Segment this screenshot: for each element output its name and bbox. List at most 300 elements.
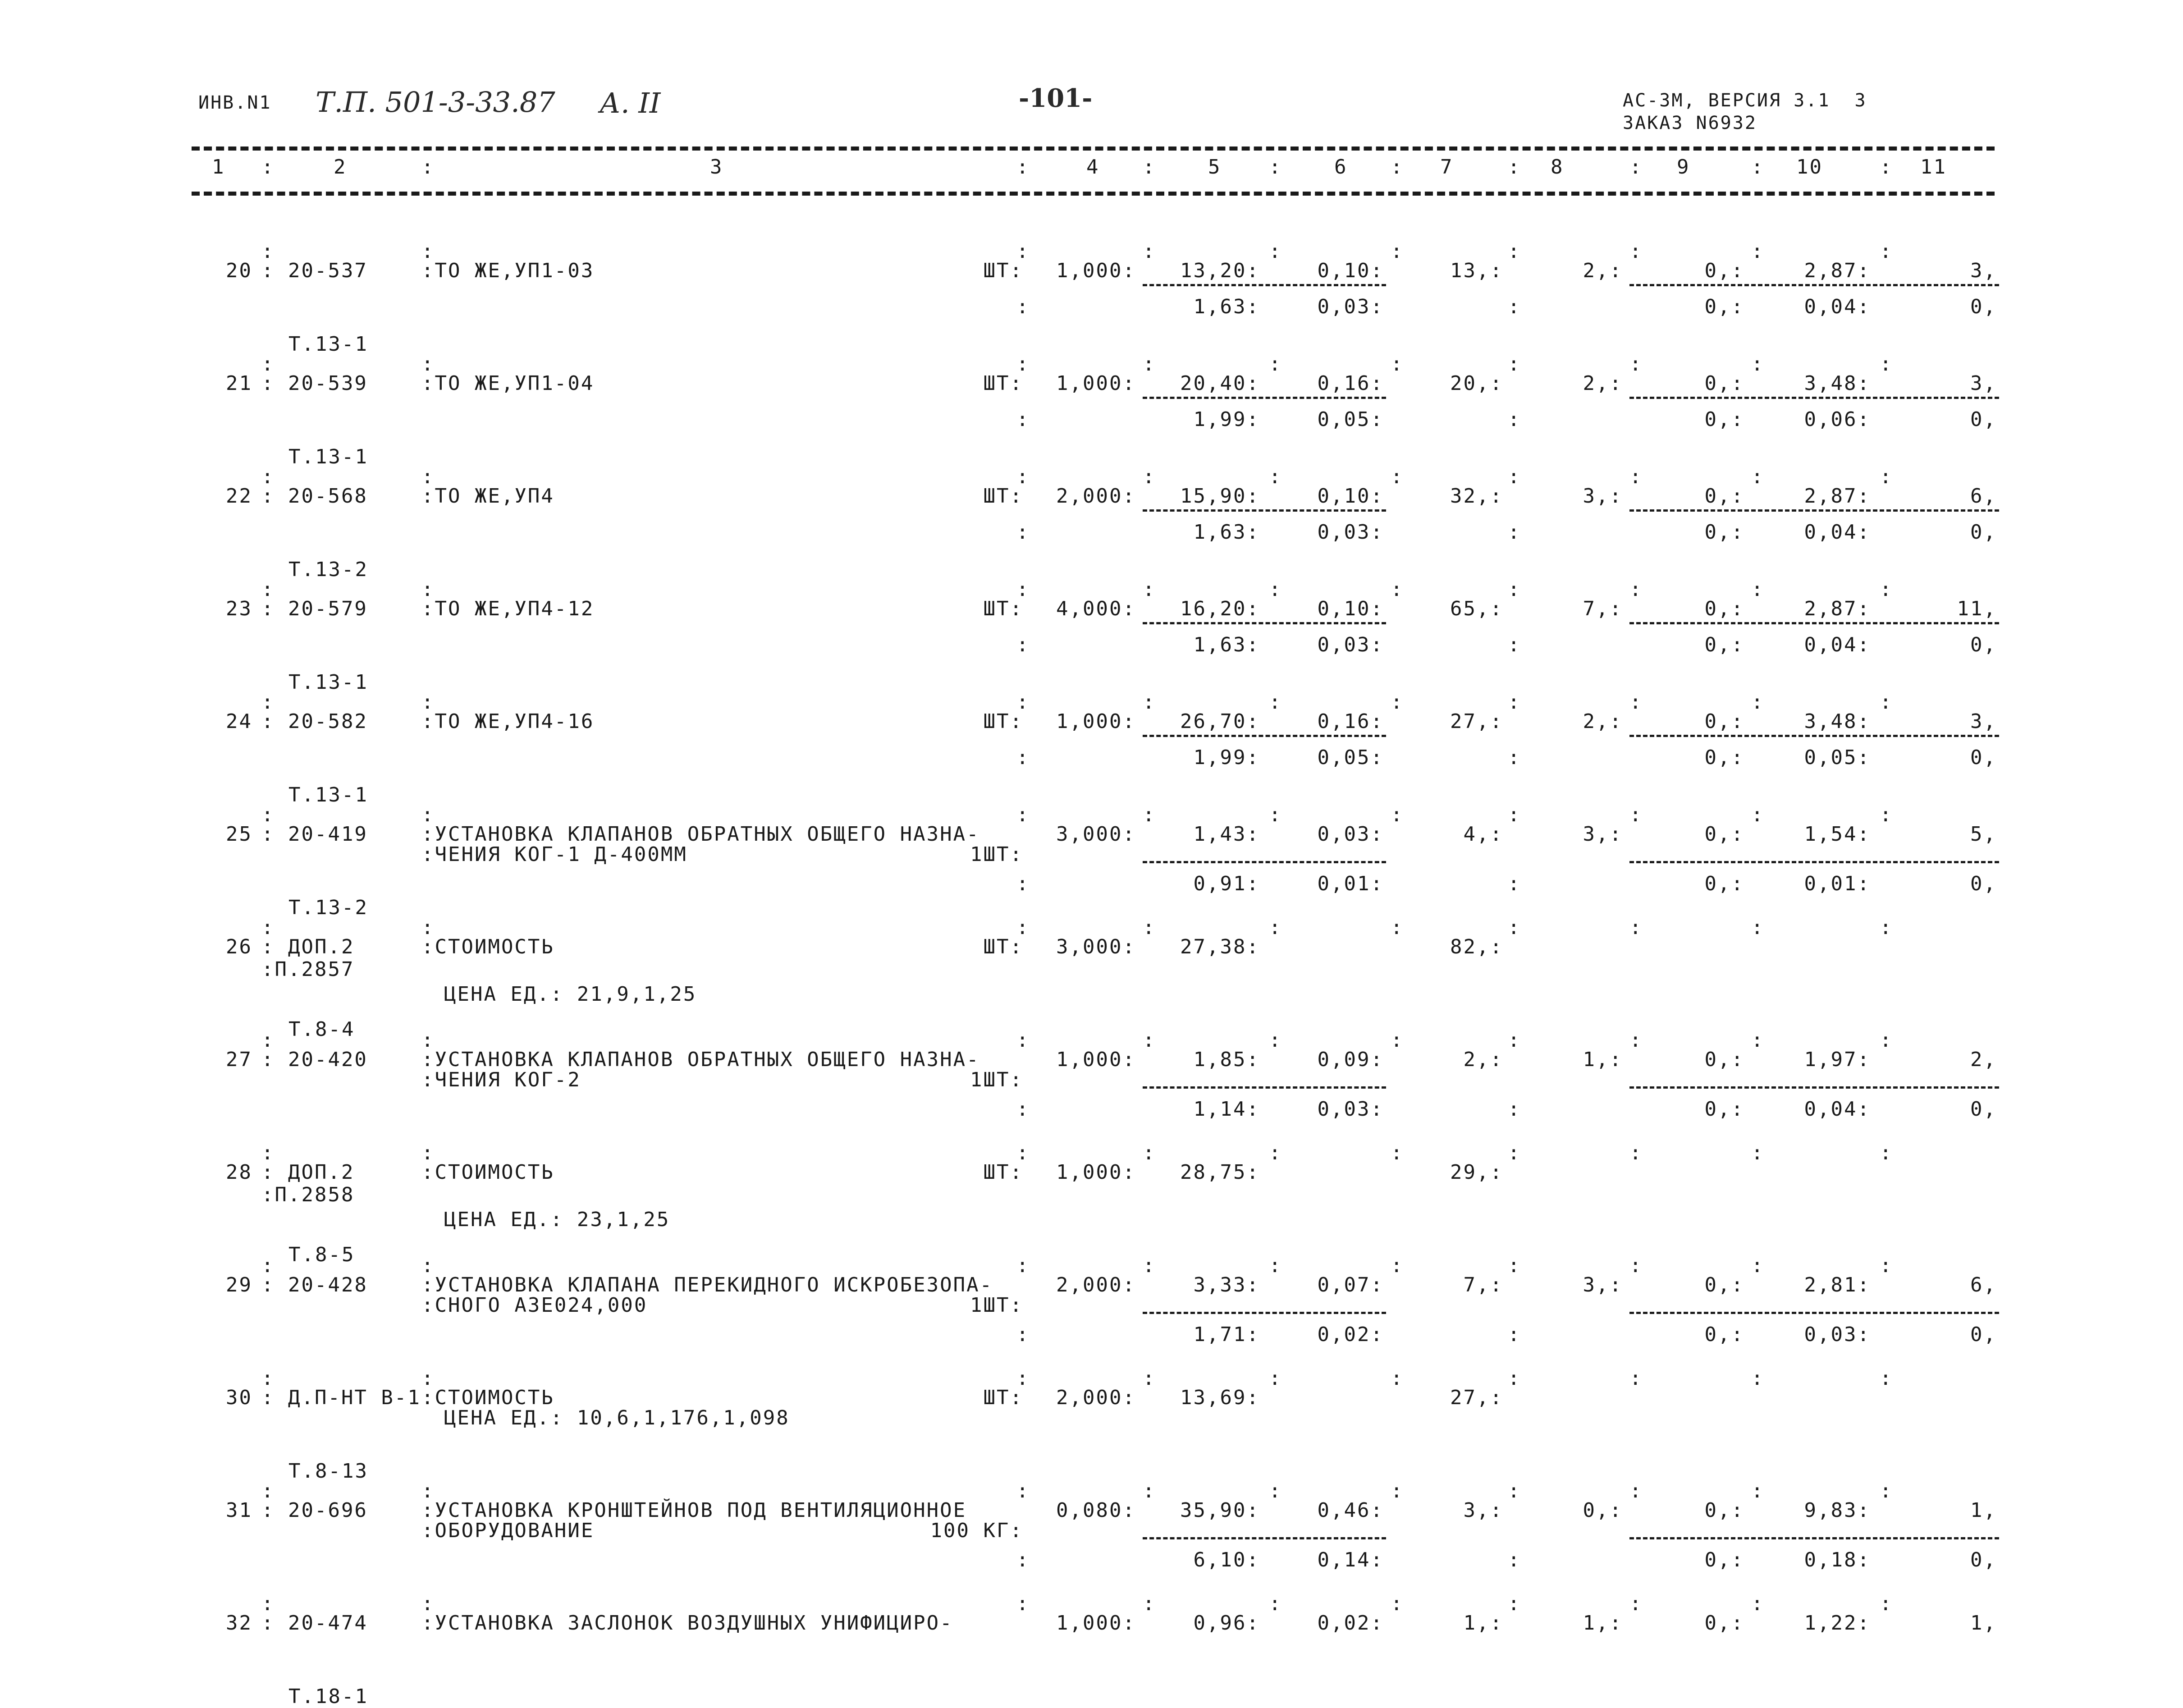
column-separator: : — [1391, 578, 1404, 601]
value-c9: 0,: — [1704, 710, 1744, 733]
column-separator: : — [1016, 240, 1030, 263]
unit: ШТ: — [983, 935, 1023, 958]
column-separator: : — [1629, 1029, 1643, 1052]
column-separator: : — [1508, 916, 1521, 939]
column-separator: : — [1880, 1141, 1893, 1164]
column-separator: : — [1016, 1098, 1030, 1121]
value-c5: 15,90: — [1180, 485, 1260, 508]
item-description: :УСТАНОВКА КРОНШТЕЙНОВ ПОД ВЕНТИЛЯЦИОННОЕ — [421, 1499, 967, 1522]
column-header: 10 — [1796, 156, 1823, 179]
sub-value-c11: 0, — [1970, 1323, 1997, 1346]
column-separator: : — [1143, 578, 1156, 601]
value-c6: 0,10: — [1317, 485, 1384, 508]
sub-rule — [1629, 622, 1999, 624]
rate-code: : 20-579 — [261, 597, 368, 620]
norm-reference: Т.13-1 — [288, 445, 368, 468]
value-c8: 1,: — [1583, 1612, 1623, 1635]
column-separator: : — [261, 1254, 275, 1277]
sub-rule — [1143, 622, 1386, 624]
column-separator: : — [1143, 465, 1156, 488]
column-separator: : — [1880, 156, 1893, 179]
column-separator: : — [421, 1367, 435, 1390]
order-number: ЗАКАЗ N6932 — [1623, 113, 1757, 133]
column-separator: : — [421, 156, 435, 179]
sub-rule — [1629, 861, 1999, 863]
sub-value-c9: 0,: — [1704, 746, 1744, 769]
column-separator: : — [421, 1592, 435, 1615]
sub-value-c10: 0,05: — [1804, 746, 1871, 769]
column-separator: : — [1269, 916, 1282, 939]
item-description: :ТО ЖЕ,УП1-04 — [421, 372, 595, 395]
value-c6: 0,09: — [1317, 1048, 1384, 1071]
column-header: 8 — [1551, 156, 1564, 179]
unit: ШТ: — [983, 597, 1023, 620]
column-separator: : — [261, 1141, 275, 1164]
item-description: :СТОИМОСТЬ — [421, 935, 554, 958]
column-separator: : — [421, 803, 435, 826]
value-c7: 3,: — [1463, 1499, 1503, 1522]
sub-value-c6: 0,02: — [1317, 1323, 1384, 1346]
column-separator: : — [1269, 691, 1282, 714]
column-separator: : — [1391, 465, 1404, 488]
column-separator: : — [1143, 916, 1156, 939]
sub-value-c6: 0,05: — [1317, 746, 1384, 769]
sub-value-c10: 0,04: — [1804, 295, 1871, 318]
column-separator: : — [1391, 1367, 1404, 1390]
sub-value-c5: 1,63: — [1193, 295, 1260, 318]
column-separator: : — [1508, 1592, 1521, 1615]
row-number: 24 — [226, 710, 252, 733]
column-separator: : — [1629, 465, 1643, 488]
item-description: :ЧЕНИЯ КОГ-2 — [421, 1068, 581, 1091]
column-separator: : — [1508, 872, 1521, 895]
sub-rule — [1143, 509, 1386, 512]
column-separator: : — [1880, 1479, 1893, 1502]
value-c7: 13,: — [1450, 259, 1503, 282]
norm-reference: Т.8-5 — [288, 1243, 355, 1266]
item-description: :ТО ЖЕ,УП1-03 — [421, 259, 595, 282]
row-number: 23 — [226, 597, 252, 620]
sub-value-c10: 0,03: — [1804, 1323, 1871, 1346]
sub-value-c6: 0,03: — [1317, 633, 1384, 656]
row-number: 27 — [226, 1048, 252, 1071]
column-separator: : — [1016, 803, 1030, 826]
value-c9: 0,: — [1704, 372, 1744, 395]
value-c7: 29,: — [1450, 1161, 1503, 1184]
sub-value-c6: 0,05: — [1317, 408, 1384, 431]
column-separator: : — [1269, 1479, 1282, 1502]
unit: ШТ: — [983, 710, 1023, 733]
column-separator: : — [1508, 1323, 1521, 1346]
column-header: 9 — [1677, 156, 1690, 179]
value-c10: 2,87: — [1804, 597, 1871, 620]
column-separator: : — [421, 578, 435, 601]
column-separator: : — [1016, 872, 1030, 895]
sub-rule — [1629, 735, 1999, 737]
column-separator: : — [1269, 465, 1282, 488]
rate-code: : 20-419 — [261, 823, 368, 846]
column-separator: : — [1269, 1592, 1282, 1615]
value-c5: 16,20: — [1180, 597, 1260, 620]
column-separator: : — [1016, 691, 1030, 714]
column-separator: : — [1751, 1479, 1765, 1502]
column-separator: : — [421, 916, 435, 939]
row-number: 25 — [226, 823, 252, 846]
rate-code: : Д.П-НТ В-1 — [261, 1386, 421, 1409]
sub-rule — [1143, 1086, 1386, 1089]
column-separator: : — [1508, 295, 1521, 318]
sub-value-c10: 0,04: — [1804, 1098, 1871, 1121]
item-description: :ЧЕНИЯ КОГ-1 Д-400ММ — [421, 843, 687, 866]
value-qty: 1,000: — [1056, 1048, 1136, 1071]
value-c9: 0,: — [1704, 259, 1744, 282]
sub-rule — [1629, 509, 1999, 512]
value-c7: 4,: — [1463, 823, 1503, 846]
column-separator: : — [1508, 408, 1521, 431]
column-separator: : — [1880, 240, 1893, 263]
column-separator: : — [261, 1479, 275, 1502]
unit: ШТ: — [983, 372, 1023, 395]
column-separator: : — [1391, 1254, 1404, 1277]
column-separator: : — [1508, 578, 1521, 601]
column-separator: : — [1880, 1029, 1893, 1052]
column-separator: : — [1269, 803, 1282, 826]
value-c5: 3,33: — [1193, 1273, 1260, 1296]
value-c5: 20,40: — [1180, 372, 1260, 395]
column-separator: : — [1880, 1254, 1893, 1277]
value-c8: 3,: — [1583, 485, 1623, 508]
item-description: :ТО ЖЕ,УП4-16 — [421, 710, 595, 733]
column-separator: : — [1143, 353, 1156, 375]
column-separator: : — [1629, 803, 1643, 826]
row-number: 20 — [226, 259, 252, 282]
rate-code: : ДОП.2 — [261, 935, 355, 958]
sub-value-c11: 0, — [1970, 1098, 1997, 1121]
sub-value-c11: 0, — [1970, 746, 1997, 769]
column-separator: : — [1508, 746, 1521, 769]
column-separator: : — [1751, 1029, 1765, 1052]
column-separator: : — [261, 691, 275, 714]
value-qty: 2,000: — [1056, 1273, 1136, 1296]
column-separator: : — [1143, 1141, 1156, 1164]
sub-value-c5: 6,10: — [1193, 1548, 1260, 1571]
album-number: А. II — [600, 87, 661, 119]
value-c7: 27,: — [1450, 1386, 1503, 1409]
value-c5: 1,43: — [1193, 823, 1260, 846]
item-description: :УСТАНОВКА ЗАСЛОНОК ВОЗДУШНЫХ УНИФИЦИРО- — [421, 1612, 953, 1635]
column-separator: : — [1629, 916, 1643, 939]
column-separator: : — [1016, 1592, 1030, 1615]
column-separator: : — [1508, 1141, 1521, 1164]
value-c10: 2,81: — [1804, 1273, 1871, 1296]
unit: ШТ: — [983, 1161, 1023, 1184]
column-separator: : — [1391, 156, 1404, 179]
value-c8: 7,: — [1583, 597, 1623, 620]
value-c8: 3,: — [1583, 1273, 1623, 1296]
value-c11: 6, — [1970, 1273, 1997, 1296]
column-separator: : — [1143, 1254, 1156, 1277]
sub-value-c11: 0, — [1970, 872, 1997, 895]
column-separator: : — [1751, 1141, 1765, 1164]
value-qty: 4,000: — [1056, 597, 1136, 620]
column-separator: : — [1016, 1141, 1030, 1164]
sub-rule — [1143, 284, 1386, 286]
sub-value-c5: 1,71: — [1193, 1323, 1260, 1346]
column-separator: : — [1269, 240, 1282, 263]
column-separator: : — [1016, 1548, 1030, 1571]
value-c6: 0,03: — [1317, 823, 1384, 846]
norm-reference: Т.8-13 — [288, 1460, 368, 1483]
sub-value-c9: 0,: — [1704, 1548, 1744, 1571]
rate-code: : 20-537 — [261, 259, 368, 282]
value-c10: 1,54: — [1804, 823, 1871, 846]
column-separator: : — [261, 465, 275, 488]
rate-code: : 20-539 — [261, 372, 368, 395]
sub-value-c9: 0,: — [1704, 295, 1744, 318]
column-separator: : — [1880, 578, 1893, 601]
column-separator: : — [1751, 353, 1765, 375]
column-separator: : — [261, 803, 275, 826]
value-c5: 1,85: — [1193, 1048, 1260, 1071]
column-separator: : — [1880, 916, 1893, 939]
value-c11: 3, — [1970, 710, 1997, 733]
column-separator: : — [1629, 691, 1643, 714]
row-number: 28 — [226, 1161, 252, 1184]
column-separator: : — [261, 1367, 275, 1390]
column-separator: : — [1508, 521, 1521, 544]
norm-reference: Т.8-4 — [288, 1018, 355, 1041]
sub-value-c9: 0,: — [1704, 1098, 1744, 1121]
column-header: 11 — [1920, 156, 1947, 179]
value-c7: 20,: — [1450, 372, 1503, 395]
column-separator: : — [421, 465, 435, 488]
sub-rule — [1629, 1312, 1999, 1314]
column-separator: : — [1629, 1141, 1643, 1164]
sub-value-c6: 0,03: — [1317, 1098, 1384, 1121]
value-qty: 3,000: — [1056, 935, 1136, 958]
sub-value-c11: 0, — [1970, 521, 1997, 544]
value-c11: 11, — [1957, 597, 1997, 620]
column-separator: : — [1751, 1592, 1765, 1615]
sub-value-c11: 0, — [1970, 1548, 1997, 1571]
value-c5: 28,75: — [1180, 1161, 1260, 1184]
value-c8: 1,: — [1583, 1048, 1623, 1071]
column-header: 6 — [1334, 156, 1348, 179]
unit: 1ШТ: — [970, 1294, 1023, 1317]
column-separator: : — [1391, 1141, 1404, 1164]
project-code: Т.П. 501-3-33.87 — [316, 86, 555, 119]
sub-value-c9: 0,: — [1704, 521, 1744, 544]
unit-price-note: ЦЕНА ЕД.: 21,9,1,25 — [444, 983, 697, 1006]
column-separator: : — [1629, 353, 1643, 375]
sub-value-c5: 0,91: — [1193, 872, 1260, 895]
sub-value-c11: 0, — [1970, 295, 1997, 318]
column-separator: : — [1508, 1479, 1521, 1502]
row-number: 22 — [226, 485, 252, 508]
sub-value-c6: 0,01: — [1317, 872, 1384, 895]
column-separator: : — [1016, 633, 1030, 656]
sub-rule — [1143, 861, 1386, 863]
sub-value-c5: 1,14: — [1193, 1098, 1260, 1121]
column-separator: : — [1751, 1254, 1765, 1277]
sub-value-c10: 0,06: — [1804, 408, 1871, 431]
norm-reference: Т.13-2 — [288, 558, 368, 581]
item-description: :СНОГО АЗЕ024,000 — [421, 1294, 648, 1317]
value-c10: 2,87: — [1804, 485, 1871, 508]
column-separator: : — [1143, 803, 1156, 826]
column-separator: : — [1016, 1479, 1030, 1502]
value-qty: 1,000: — [1056, 1161, 1136, 1184]
column-separator: : — [1629, 240, 1643, 263]
column-separator: : — [1391, 916, 1404, 939]
value-c7: 2,: — [1463, 1048, 1503, 1071]
unit: ШТ: — [983, 485, 1023, 508]
value-c7: 65,: — [1450, 597, 1503, 620]
sub-rule — [1629, 1537, 1999, 1539]
column-separator: : — [1016, 916, 1030, 939]
sub-value-c9: 0,: — [1704, 633, 1744, 656]
column-header: 4 — [1086, 156, 1100, 179]
column-separator: : — [1016, 1323, 1030, 1346]
value-c5: 0,96: — [1193, 1612, 1260, 1635]
value-c9: 0,: — [1704, 597, 1744, 620]
column-separator: : — [1269, 353, 1282, 375]
value-c10: 3,48: — [1804, 372, 1871, 395]
sub-value-c5: 1,99: — [1193, 746, 1260, 769]
sub-value-c10: 0,18: — [1804, 1548, 1871, 1571]
column-separator: : — [1751, 1367, 1765, 1390]
column-separator: : — [1508, 1029, 1521, 1052]
column-separator: : — [421, 1254, 435, 1277]
column-separator: : — [1391, 1479, 1404, 1502]
column-separator: : — [1880, 353, 1893, 375]
column-separator: : — [1016, 521, 1030, 544]
column-separator: : — [1880, 1592, 1893, 1615]
version-info: АС-3М, ВЕРСИЯ 3.1 3 — [1623, 90, 1867, 111]
value-c8: 3,: — [1583, 823, 1623, 846]
sub-value-c9: 0,: — [1704, 408, 1744, 431]
sub-value-c6: 0,03: — [1317, 295, 1384, 318]
column-separator: : — [1880, 691, 1893, 714]
value-c5: 26,70: — [1180, 710, 1260, 733]
norm-reference: Т.18-1 — [288, 1685, 368, 1708]
column-separator: : — [1391, 803, 1404, 826]
value-qty: 1,000: — [1056, 1612, 1136, 1635]
column-separator: : — [261, 156, 275, 179]
value-c9: 0,: — [1704, 485, 1744, 508]
column-separator: : — [1391, 353, 1404, 375]
column-separator: : — [1508, 1367, 1521, 1390]
column-separator: : — [1143, 691, 1156, 714]
value-c11: 1, — [1970, 1612, 1997, 1635]
rate-code: : 20-420 — [261, 1048, 368, 1071]
rate-code-extra: :П.2858 — [261, 1183, 355, 1206]
sub-value-c10: 0,04: — [1804, 521, 1871, 544]
column-separator: : — [421, 1141, 435, 1164]
sub-rule — [1629, 284, 1999, 286]
column-header: 2 — [334, 156, 347, 179]
column-separator: : — [1751, 691, 1765, 714]
value-c6: 0,02: — [1317, 1612, 1384, 1635]
sub-rule — [1629, 397, 1999, 399]
column-separator: : — [1508, 1098, 1521, 1121]
sub-value-c6: 0,14: — [1317, 1548, 1384, 1571]
column-header: 7 — [1440, 156, 1454, 179]
column-separator: : — [1143, 1367, 1156, 1390]
inventory-number: ИНВ.N1 — [198, 92, 272, 113]
column-separator: : — [421, 1029, 435, 1052]
sub-rule — [1143, 1312, 1386, 1314]
column-separator: : — [1143, 156, 1156, 179]
column-separator: : — [1629, 156, 1643, 179]
unit: 1ШТ: — [970, 1068, 1023, 1091]
value-c10: 1,22: — [1804, 1612, 1871, 1635]
column-separator: : — [1880, 465, 1893, 488]
column-separator: : — [1880, 1367, 1893, 1390]
column-separator: : — [1016, 295, 1030, 318]
column-separator: : — [1751, 156, 1765, 179]
column-separator: : — [1629, 1367, 1643, 1390]
item-description: :ОБОРУДОВАНИЕ — [421, 1519, 595, 1542]
item-description: :ТО ЖЕ,УП4-12 — [421, 597, 595, 620]
value-qty: 1,000: — [1056, 259, 1136, 282]
value-c11: 3, — [1970, 372, 1997, 395]
column-separator: : — [1143, 1592, 1156, 1615]
value-c11: 1, — [1970, 1499, 1997, 1522]
column-separator: : — [1629, 1254, 1643, 1277]
unit: ШТ: — [983, 259, 1023, 282]
column-separator: : — [261, 578, 275, 601]
norm-reference: Т.13-1 — [288, 783, 368, 806]
value-c6: 0,46: — [1317, 1499, 1384, 1522]
column-separator: : — [1143, 1479, 1156, 1502]
column-separator: : — [1508, 1254, 1521, 1277]
column-separator: : — [1269, 1367, 1282, 1390]
column-separator: : — [1508, 1548, 1521, 1571]
column-separator: : — [261, 1029, 275, 1052]
value-qty: 3,000: — [1056, 823, 1136, 846]
row-number: 26 — [226, 935, 252, 958]
unit-price-note: ЦЕНА ЕД.: 10,6,1,176,1,098 — [444, 1406, 790, 1429]
value-c11: 2, — [1970, 1048, 1997, 1071]
value-c7: 27,: — [1450, 710, 1503, 733]
column-separator: : — [1016, 1029, 1030, 1052]
value-c8: 2,: — [1583, 372, 1623, 395]
row-number: 32 — [226, 1612, 252, 1635]
sub-value-c11: 0, — [1970, 633, 1997, 656]
column-separator: : — [1016, 1254, 1030, 1277]
norm-reference: Т.13-1 — [288, 671, 368, 694]
column-separator: : — [1508, 156, 1521, 179]
rate-code: : 20-474 — [261, 1612, 368, 1635]
column-separator: : — [1508, 353, 1521, 375]
column-separator: : — [421, 353, 435, 375]
sub-value-c5: 1,63: — [1193, 521, 1260, 544]
column-separator: : — [1391, 1029, 1404, 1052]
value-c5: 27,38: — [1180, 935, 1260, 958]
sub-value-c9: 0,: — [1704, 1323, 1744, 1346]
sub-rule — [1629, 1086, 1999, 1089]
value-c7: 32,: — [1450, 485, 1503, 508]
rate-code: : 20-696 — [261, 1499, 368, 1522]
value-c9: 0,: — [1704, 1048, 1744, 1071]
column-separator: : — [261, 916, 275, 939]
value-qty: 0,080: — [1056, 1499, 1136, 1522]
column-separator: : — [1016, 465, 1030, 488]
column-separator: : — [1016, 156, 1030, 179]
column-separator: : — [1269, 578, 1282, 601]
header-bottom-rule — [192, 192, 1995, 196]
